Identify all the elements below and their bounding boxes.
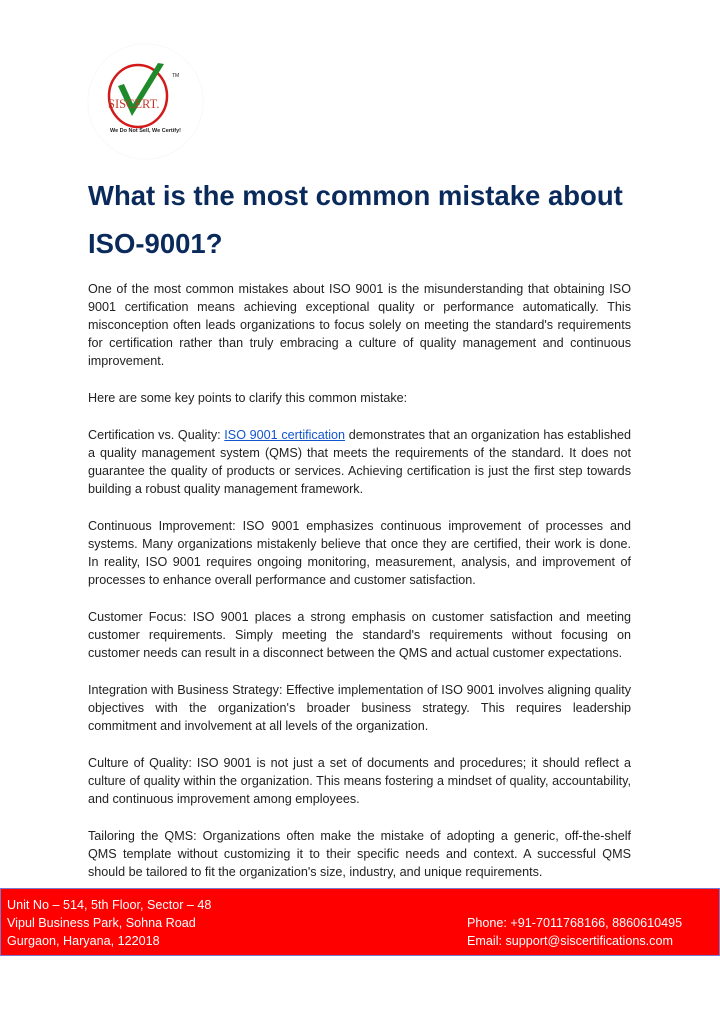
article-body	[88, 280, 631, 900]
lead-in-paragraph: Here are some key points to clarify this common mistake:	[88, 391, 408, 405]
contact-footer	[0, 888, 720, 956]
point1-prefix: Certification vs. Quality:	[88, 428, 225, 442]
intro-paragraph: One of the most common mistakes about ISO 9001 is the misunderstanding that obtaining ISO 9001 certification means achieving exceptional quality or performance automatically. This misconception often leads organizations to focus solely on meeting the standard's requirements for certification rather than truly embracing a culture of quality management and continuous improvement.	[88, 282, 631, 368]
footer-email: Email: support@siscertifications.com	[467, 934, 673, 948]
point-tailoring-qms: Tailoring the QMS: Organizations often make the mistake of adopting a generic, off-the-shelf QMS template without customizing it to their specific needs and context. A successful QMS should be tailored to fit the organization's size, industry, and unique requirements.	[88, 829, 631, 879]
point-customer-focus: Customer Focus: ISO 9001 places a strong emphasis on customer satisfaction and meeting customer requirements. Simply meeting the standard's requirements without focusing on customer needs can result in a disconnect between the QMS and actual customer expectations.	[88, 610, 631, 660]
iso-9001-certification-link[interactable]: ISO 9001 certification	[224, 428, 346, 442]
logo-tm: TM	[172, 73, 180, 79]
point-business-strategy: Integration with Business Strategy: Effective implementation of ISO 9001 involves aligning quality objectives with the organization's broader business strategy. This requires leadership commitment and involvement at all levels of the organization.	[88, 683, 631, 733]
point-continuous-improvement: Continuous Improvement: ISO 9001 emphasizes continuous improvement of processes and systems. Many organizations mistakenly believe that once they are certified, their work is done. In reality, ISO 9001 requires ongoing monitoring, measurement, analysis, and improvement of processes to enhance overall performance and customer satisfaction.	[88, 519, 631, 587]
footer-contact	[467, 914, 682, 950]
page-title: What is the most common mistake about ISO-9001?	[88, 180, 623, 259]
address-line-3: Gurgaon, Haryana, 122018	[7, 934, 160, 948]
logo-brand-text: SISCERT.	[108, 97, 160, 111]
company-logo	[88, 44, 203, 159]
address-line-1: Unit No – 514, 5th Floor, Sector – 48	[7, 898, 212, 912]
point-certification-vs-quality	[88, 426, 631, 498]
footer-phone: Phone: +91-7011768166, 8860610495	[467, 916, 683, 930]
point-culture-of-quality: Culture of Quality: ISO 9001 is not just a set of documents and procedures; it should reflect a culture of quality within the organization. This means fostering a mindset of quality, accountability, and continuous improvement among employees.	[88, 756, 631, 806]
logo-tagline: We Do Not Sell, We Certify!	[109, 128, 181, 134]
footer-address	[7, 896, 211, 950]
logo-graphic	[88, 44, 203, 159]
point1-suffix: demonstrates that an organization has established a quality management system (QMS) that meets the requirements of the standard. It does not guarantee the quality of products or services. Achieving certification is just the first step towards building a robust quality management framework.	[88, 428, 632, 496]
address-line-2: Vipul Business Park, Sohna Road	[7, 916, 196, 930]
